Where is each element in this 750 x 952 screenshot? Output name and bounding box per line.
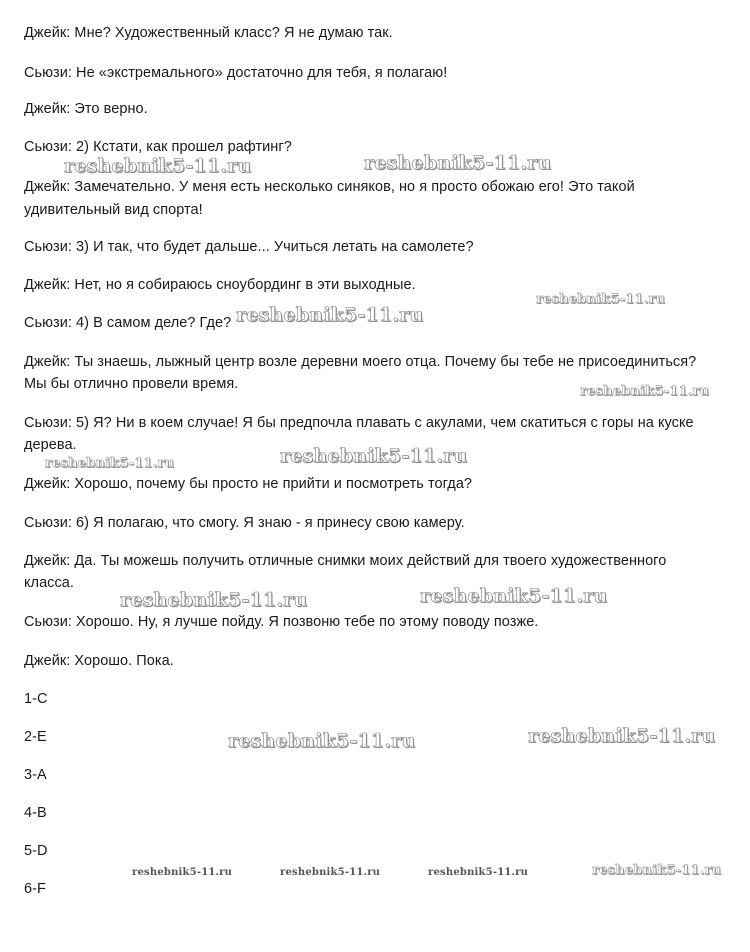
dialogue-line: Джейк: Нет, но я собираюсь сноубординг в эти выходные. bbox=[24, 277, 416, 293]
watermark-text: reshebnik5-11.ru bbox=[428, 867, 529, 878]
watermark-text: reshebnik5-11.ru bbox=[528, 725, 716, 747]
dialogue-line: удивительный вид спорта! bbox=[24, 202, 203, 218]
answer-item: 2-E bbox=[24, 729, 47, 745]
answer-item: 4-B bbox=[24, 805, 47, 821]
answer-item: 6-F bbox=[24, 881, 46, 897]
dialogue-line: дерева. bbox=[24, 437, 77, 453]
dialogue-line: Сьюзи: Хорошо. Ну, я лучше пойду. Я позвоню тебе по этому поводу позже. bbox=[24, 614, 539, 630]
dialogue-line: Сьюзи: 5) Я? Ни в коем случае! Я бы предпочла плавать с акулами, чем скатиться с горы на куске bbox=[24, 415, 694, 431]
watermark-text: reshebnik5-11.ru bbox=[64, 155, 252, 177]
watermark-text: reshebnik5-11.ru bbox=[228, 730, 416, 752]
watermark-text: reshebnik5-11.ru bbox=[420, 585, 608, 607]
watermark-text: reshebnik5-11.ru bbox=[580, 384, 710, 399]
dialogue-line: Джейк: Мне? Художественный класс? Я не думаю так. bbox=[24, 25, 393, 41]
watermark-text: reshebnik5-11.ru bbox=[592, 863, 722, 878]
watermark-text: reshebnik5-11.ru bbox=[132, 867, 233, 878]
dialogue-line: Джейк: Это верно. bbox=[24, 101, 148, 117]
dialogue-line: Сьюзи: 2) Кстати, как прошел рафтинг? bbox=[24, 139, 292, 155]
dialogue-line: Мы бы отлично провели время. bbox=[24, 376, 239, 392]
dialogue-line: Сьюзи: 3) И так, что будет дальше... Учиться летать на самолете? bbox=[24, 239, 474, 255]
watermark-text: reshebnik5-11.ru bbox=[236, 304, 424, 326]
dialogue-line: Сьюзи: Не «экстремального» достаточно для тебя, я полагаю! bbox=[24, 65, 448, 81]
watermark-text: reshebnik5-11.ru bbox=[120, 589, 308, 611]
dialogue-line: Джейк: Хорошо, почему бы просто не прийти и посмотреть тогда? bbox=[24, 476, 473, 492]
answer-item: 5-D bbox=[24, 843, 48, 859]
answer-item: 1-C bbox=[24, 691, 48, 707]
dialogue-line: Джейк: Да. Ты можешь получить отличные снимки моих действий для твоего художественного bbox=[24, 553, 667, 569]
dialogue-line: Джейк: Хорошо. Пока. bbox=[24, 653, 174, 669]
watermark-text: reshebnik5-11.ru bbox=[45, 456, 175, 471]
dialogue-line: Сьюзи: 6) Я полагаю, что смогу. Я знаю - я принесу свою камеру. bbox=[24, 515, 465, 531]
dialogue-line: Джейк: Ты знаешь, лыжный центр возле деревни моего отца. Почему бы тебе не присоединиться? bbox=[24, 354, 697, 370]
watermark-text: reshebnik5-11.ru bbox=[280, 445, 468, 467]
answer-item: 3-A bbox=[24, 767, 47, 783]
dialogue-line: Джейк: Замечательно. У меня есть несколько синяков, но я просто обожаю его! Это такой bbox=[24, 179, 635, 195]
watermark-text: reshebnik5-11.ru bbox=[364, 152, 552, 174]
dialogue-line: Сьюзи: 4) В самом деле? Где? bbox=[24, 315, 232, 331]
watermark-text: reshebnik5-11.ru bbox=[536, 292, 666, 307]
watermark-text: reshebnik5-11.ru bbox=[280, 867, 381, 878]
dialogue-line: класса. bbox=[24, 575, 74, 591]
